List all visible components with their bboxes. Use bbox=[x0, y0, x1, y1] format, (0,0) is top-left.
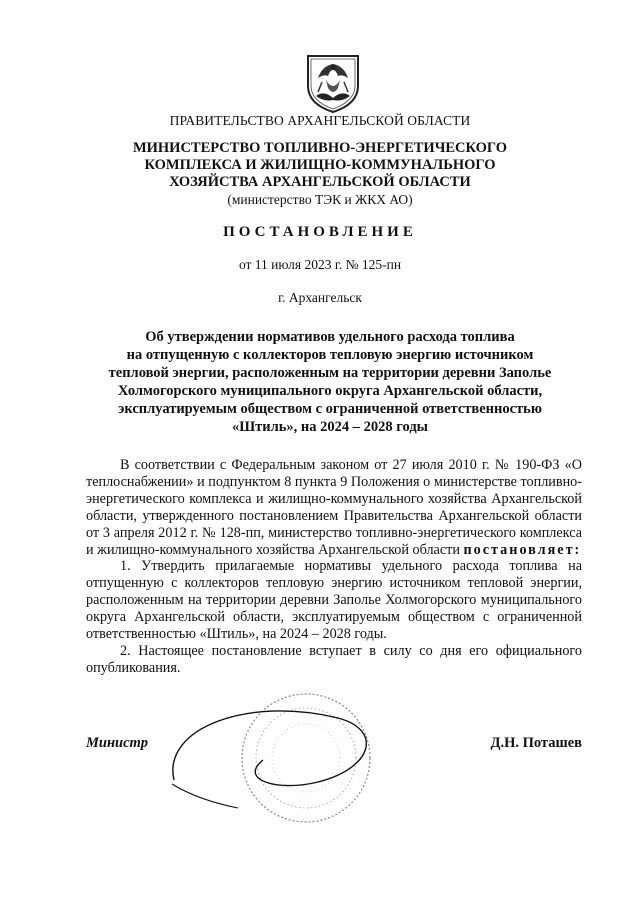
subject-line: тепловой энергии, расположенным на территории деревни Заполье bbox=[108, 365, 552, 381]
government-name: ПРАВИТЕЛЬСТВО АРХАНГЕЛЬСКОЙ ОБЛАСТИ bbox=[169, 113, 471, 128]
intro-paragraph bbox=[86, 457, 582, 558]
signature-stamp bbox=[168, 688, 388, 828]
subject-line: Об утверждении нормативов удельного расхода топлива bbox=[145, 329, 515, 345]
subject-line: Холмогорского муниципального округа Архангельской области, bbox=[117, 383, 543, 399]
ministry-line: МИНИСТЕРСТВО ТОПЛИВНО-ЭНЕРГЕТИЧЕСКОГО bbox=[132, 140, 508, 156]
signatory-name: Д.Н. Поташев bbox=[490, 735, 582, 751]
subject-line: эксплуатируемым обществом с ограниченной ответственностью bbox=[118, 401, 542, 417]
subject-line: «Штиль», на 2024 – 2028 годы bbox=[231, 419, 429, 435]
decree-body bbox=[86, 457, 582, 677]
resolution-keyword: постановляет: bbox=[463, 541, 582, 558]
decree-city: г. Архангельск bbox=[278, 290, 362, 305]
signatory-position: Министр bbox=[86, 735, 149, 751]
decree-date-number: от 11 июля 2023 г. № 125-пн bbox=[238, 257, 402, 272]
ministry-line: ХОЗЯЙСТВА АРХАНГЕЛЬСКОЙ ОБЛАСТИ bbox=[169, 174, 471, 190]
decree-title: ПОСТАНОВЛЕНИЕ bbox=[223, 224, 417, 240]
subject-line: на отпущенную с коллекторов тепловую энергию источником bbox=[126, 347, 534, 363]
intro-text: В соответствии с Федеральным законом от 27 июля 2010 г. № 190-ФЗ «О теплоснабжении» и подпунктом 8 пункта 9 Положения о министерстве топливно-энергетического комплекса и жилищно-коммунального хозяйства Архангельской области, утвержденного постановлением Правительства Архангельской области от 3 апреля 2012 г. № 128-пп, министерство топливно-энергетического комплекса и жилищно-коммунального хозяйства Архангельской области bbox=[86, 457, 582, 558]
coat-of-arms-icon bbox=[302, 52, 364, 114]
item-2-paragraph: 2. Настоящее постановление вступает в силу со дня его официального опубликования. bbox=[86, 642, 582, 676]
ministry-name bbox=[0, 140, 640, 208]
decree-subject bbox=[90, 328, 570, 436]
item-1-paragraph: 1. Утвердить прилагаемые нормативы удельного расхода топлива на отпущенную с коллекторов тепловую энергию источником тепловой энергии, расположенным на территории деревни Заполье Холмогорского муниципального округа Архангельской области, эксплуатируемым обществом с ограниченной ответственностью «Штиль», на 2024 – 2028 годы. bbox=[86, 558, 582, 643]
ministry-line: КОМПЛЕКСА И ЖИЛИЩНО-КОММУНАЛЬНОГО bbox=[144, 157, 496, 173]
ministry-abbreviation: (министерство ТЭК и ЖКХ АО) bbox=[227, 192, 413, 207]
